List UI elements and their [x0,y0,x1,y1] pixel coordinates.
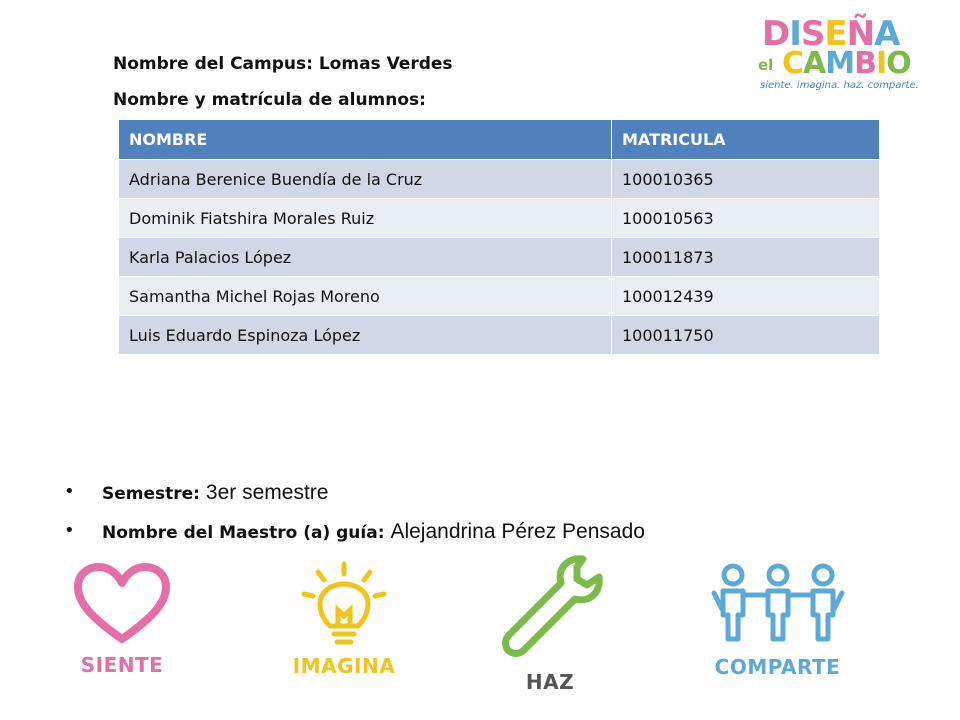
campus-line [113,54,453,74]
logo-line2-prefix: el [758,56,774,74]
table-header-row [119,120,880,160]
teacher-value: Alejandrina Pérez Pensado [390,520,645,543]
student-name: Karla Palacios López [119,238,612,277]
siente-block [62,563,182,677]
disena-el-cambio-logo [756,12,936,92]
logo-tagline: siente. imagina. haz. comparte. [760,80,919,91]
imagina-block [280,560,408,678]
student-id: 100010365 [612,160,880,199]
bullet-dot: • [64,520,75,541]
comparte-label: COMPARTE [714,655,841,679]
header-nombre: NOMBRE [119,120,612,160]
table-row [119,160,880,199]
bullet-dot: • [64,481,75,502]
table-row [119,316,880,355]
logo-line1: DISEÑA [762,14,900,54]
semester-value: 3er semestre [205,481,329,504]
people-icon [708,563,848,643]
haz-block [495,555,605,694]
logo-line2: CAMBIO [782,46,911,81]
siente-label: SIENTE [80,653,164,677]
student-id: 100011750 [612,316,880,355]
student-name: Luis Eduardo Espinoza López [119,316,612,355]
table-row [119,277,880,316]
student-id: 100012439 [612,277,880,316]
teacher-label: Nombre del Maestro (a) guía: [102,523,385,543]
imagina-label: IMAGINA [292,654,396,678]
student-name: Adriana Berenice Buendía de la Cruz [119,160,612,199]
lightbulb-icon [294,560,394,650]
heart-icon [72,563,172,645]
wrench-icon [495,555,605,660]
haz-label: HAZ [525,670,575,694]
student-name: Dominik Fiatshira Morales Ruiz [119,199,612,238]
comparte-block [700,563,855,679]
student-id: 100011873 [612,238,880,277]
student-name: Samantha Michel Rojas Moreno [119,277,612,316]
campus-value: Lomas Verdes [318,54,453,74]
campus-label: Nombre del Campus: [113,54,313,74]
students-label: Nombre y matrícula de alumnos: [113,90,426,110]
table-row [119,238,880,277]
students-table [118,119,880,355]
header-matricula: MATRICULA [612,120,880,160]
table-row [119,199,880,238]
student-id: 100010563 [612,199,880,238]
semester-label: Semestre: [102,484,200,504]
